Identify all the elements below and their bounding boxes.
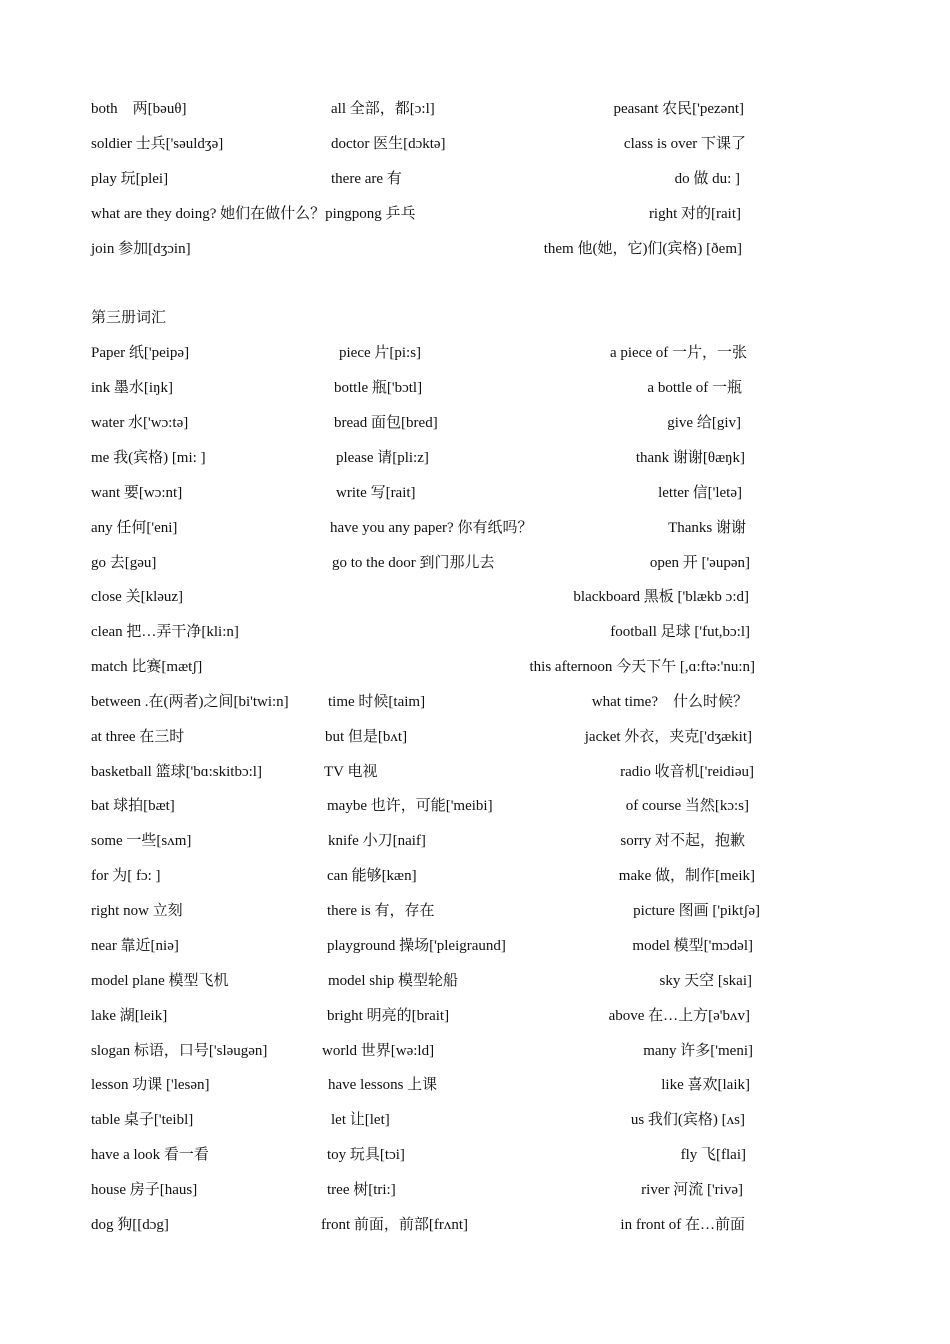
vocab-entry: some 一些[sʌm] — [91, 833, 192, 849]
vocab-entry: toy 玩具[tɔi] — [327, 1147, 405, 1163]
vocab-entry: bat 球拍[bæt] — [91, 798, 175, 814]
section-title: 第三册词汇 — [91, 310, 167, 326]
vocab-entry: model plane 模型飞机 — [91, 973, 229, 989]
vocab-entry: go to the door 到门那儿去 — [332, 555, 495, 571]
vocab-entry: blackboard 黑板 ['blækb ɔ:d] — [573, 589, 749, 605]
vocab-entry: above 在…上方[ə'bʌv] — [608, 1008, 750, 1024]
vocab-entry: fly 飞[flai] — [680, 1147, 746, 1163]
vocab-entry: right now 立刻 — [91, 903, 183, 919]
vocab-entry: there is 有，存在 — [327, 903, 435, 919]
vocab-entry: lesson 功课 ['lesən] — [91, 1077, 210, 1093]
vocab-entry: bright 明亮的[brait] — [327, 1008, 450, 1024]
vocab-entry: world 世界[wə:ld] — [322, 1043, 435, 1059]
vocab-entry: have a look 看一看 — [91, 1147, 209, 1163]
vocab-entry: what are they doing? 她们在做什么？pingpong 乒乓 — [91, 206, 416, 222]
vocab-entry: letter 信['letə] — [658, 485, 742, 501]
vocab-entry: go 去[gəu] — [91, 555, 157, 571]
vocab-entry: lake 湖[leik] — [91, 1008, 168, 1024]
vocab-entry: playground 操场['pleigraund] — [327, 938, 506, 954]
vocab-entry: match 比赛[mætʃ] — [91, 659, 203, 675]
vocab-entry: all 全部，都[ɔ:l] — [331, 101, 435, 117]
vocab-entry: do 做 du: ] — [674, 171, 740, 187]
vocab-entry: join 参加[dʒɔin] — [91, 241, 191, 257]
vocab-entry: piece 片[pi:s] — [339, 345, 422, 361]
vocab-entry: model 模型['mɔdəl] — [632, 938, 753, 954]
vocab-entry: between .在(两者)之间[bi'twi:n] — [91, 694, 289, 710]
vocab-entry: me 我(宾格) [mi: ] — [91, 450, 206, 466]
vocab-entry: play 玩[plei] — [91, 171, 169, 187]
vocab-entry: at three 在三时 — [91, 729, 185, 745]
vocab-entry: of course 当然[kɔ:s] — [625, 798, 749, 814]
vocab-entry: clean 把…弄干净[kli:n] — [91, 624, 239, 640]
vocab-entry: Paper 纸['peipə] — [91, 345, 190, 361]
vocab-entry: let 让[let] — [331, 1112, 390, 1128]
vocab-entry: can 能够[kæn] — [327, 868, 417, 884]
vocab-entry: make 做，制作[meik] — [618, 868, 755, 884]
vocab-entry: ink 墨水[iŋk] — [91, 380, 173, 396]
vocab-entry: near 靠近[niə] — [91, 938, 179, 954]
vocab-entry: there are 有 — [331, 171, 402, 187]
vocab-entry: time 时候[taim] — [328, 694, 426, 710]
vocab-entry: us 我们(宾格) [ʌs] — [630, 1112, 745, 1128]
vocab-entry: tree 树[tri:] — [327, 1182, 396, 1198]
vocab-entry: have you any paper? 你有纸吗？ — [330, 520, 533, 536]
vocab-entry: what time? 什么时候？ — [591, 694, 748, 710]
vocab-entry: slogan 标语，口号['sləugən] — [91, 1043, 268, 1059]
vocab-entry: football 足球 ['fut,bɔ:l] — [610, 624, 750, 640]
vocab-entry: dog 狗[[dɔg] — [91, 1217, 169, 1233]
vocab-entry: class is over 下课了 — [623, 136, 746, 152]
vocab-entry: for 为[ fɔ: ] — [91, 868, 161, 884]
vocab-entry: a bottle of 一瓶 — [647, 380, 742, 396]
vocab-entry: open 开 ['əupən] — [649, 555, 750, 571]
vocab-entry: water 水['wɔ:tə] — [91, 415, 189, 431]
vocab-entry: this afternoon 今天下午 [,ɑ:ftə:'nu:n] — [529, 659, 755, 675]
vocab-entry: house 房子[haus] — [91, 1182, 198, 1198]
vocab-entry: TV 电视 — [324, 764, 378, 780]
vocab-entry: both 两[bəuθ] — [91, 101, 187, 117]
vocab-entry: doctor 医生[dɔktə] — [331, 136, 446, 152]
vocab-entry: picture 图画 ['piktʃə] — [633, 903, 760, 919]
vocab-entry: front 前面，前部[frʌnt] — [321, 1217, 469, 1233]
vocab-entry: please 请[pli:z] — [336, 450, 429, 466]
vocab-entry: them 他(她，它)们(宾格) [ðem] — [543, 241, 742, 257]
vocab-entry: basketball 篮球['bɑ:skitbɔ:l] — [91, 764, 262, 780]
vocab-entry: Thanks 谢谢 — [668, 520, 746, 536]
vocab-entry: radio 收音机['reidiəu] — [620, 764, 754, 780]
vocab-entry: write 写[rait] — [336, 485, 416, 501]
vocab-entry: many 许多['meni] — [643, 1043, 753, 1059]
vocab-entry: peasant 农民['pezənt] — [613, 101, 744, 117]
vocab-entry: soldier 士兵['səuldʒə] — [91, 136, 224, 152]
vocab-entry: close 关[kləuz] — [91, 589, 184, 605]
vocab-entry: any 任何['eni] — [91, 520, 178, 536]
vocab-entry: model ship 模型轮船 — [328, 973, 458, 989]
vocab-entry: right 对的[rait] — [648, 206, 741, 222]
vocab-entry: maybe 也许，可能['meibi] — [327, 798, 493, 814]
vocab-entry: bottle 瓶['bɔtl] — [334, 380, 423, 396]
vocab-entry: sorry 对不起，抱歉 — [620, 833, 745, 849]
vocab-entry: in front of 在…前面 — [620, 1217, 745, 1233]
vocab-entry: jacket 外衣，夹克['dʒækit] — [584, 729, 752, 745]
vocab-entry: river 河流 ['rivə] — [641, 1182, 743, 1198]
vocab-entry: but 但是[bʌt] — [325, 729, 408, 745]
vocab-entry: like 喜欢[laik] — [661, 1077, 750, 1093]
vocab-entry: knife 小刀[naif] — [328, 833, 426, 849]
vocab-entry: table 桌子['teibl] — [91, 1112, 194, 1128]
vocab-entry: thank 谢谢[θæŋk] — [635, 450, 745, 466]
vocab-entry: want 要[wɔ:nt] — [91, 485, 183, 501]
vocab-entry: have lessons 上课 — [328, 1077, 438, 1093]
vocab-entry: a piece of 一片，一张 — [609, 345, 747, 361]
vocab-entry: give 给[giv] — [667, 415, 741, 431]
vocab-entry: sky 天空 [skai] — [659, 973, 752, 989]
vocab-entry: bread 面包[bred] — [334, 415, 438, 431]
